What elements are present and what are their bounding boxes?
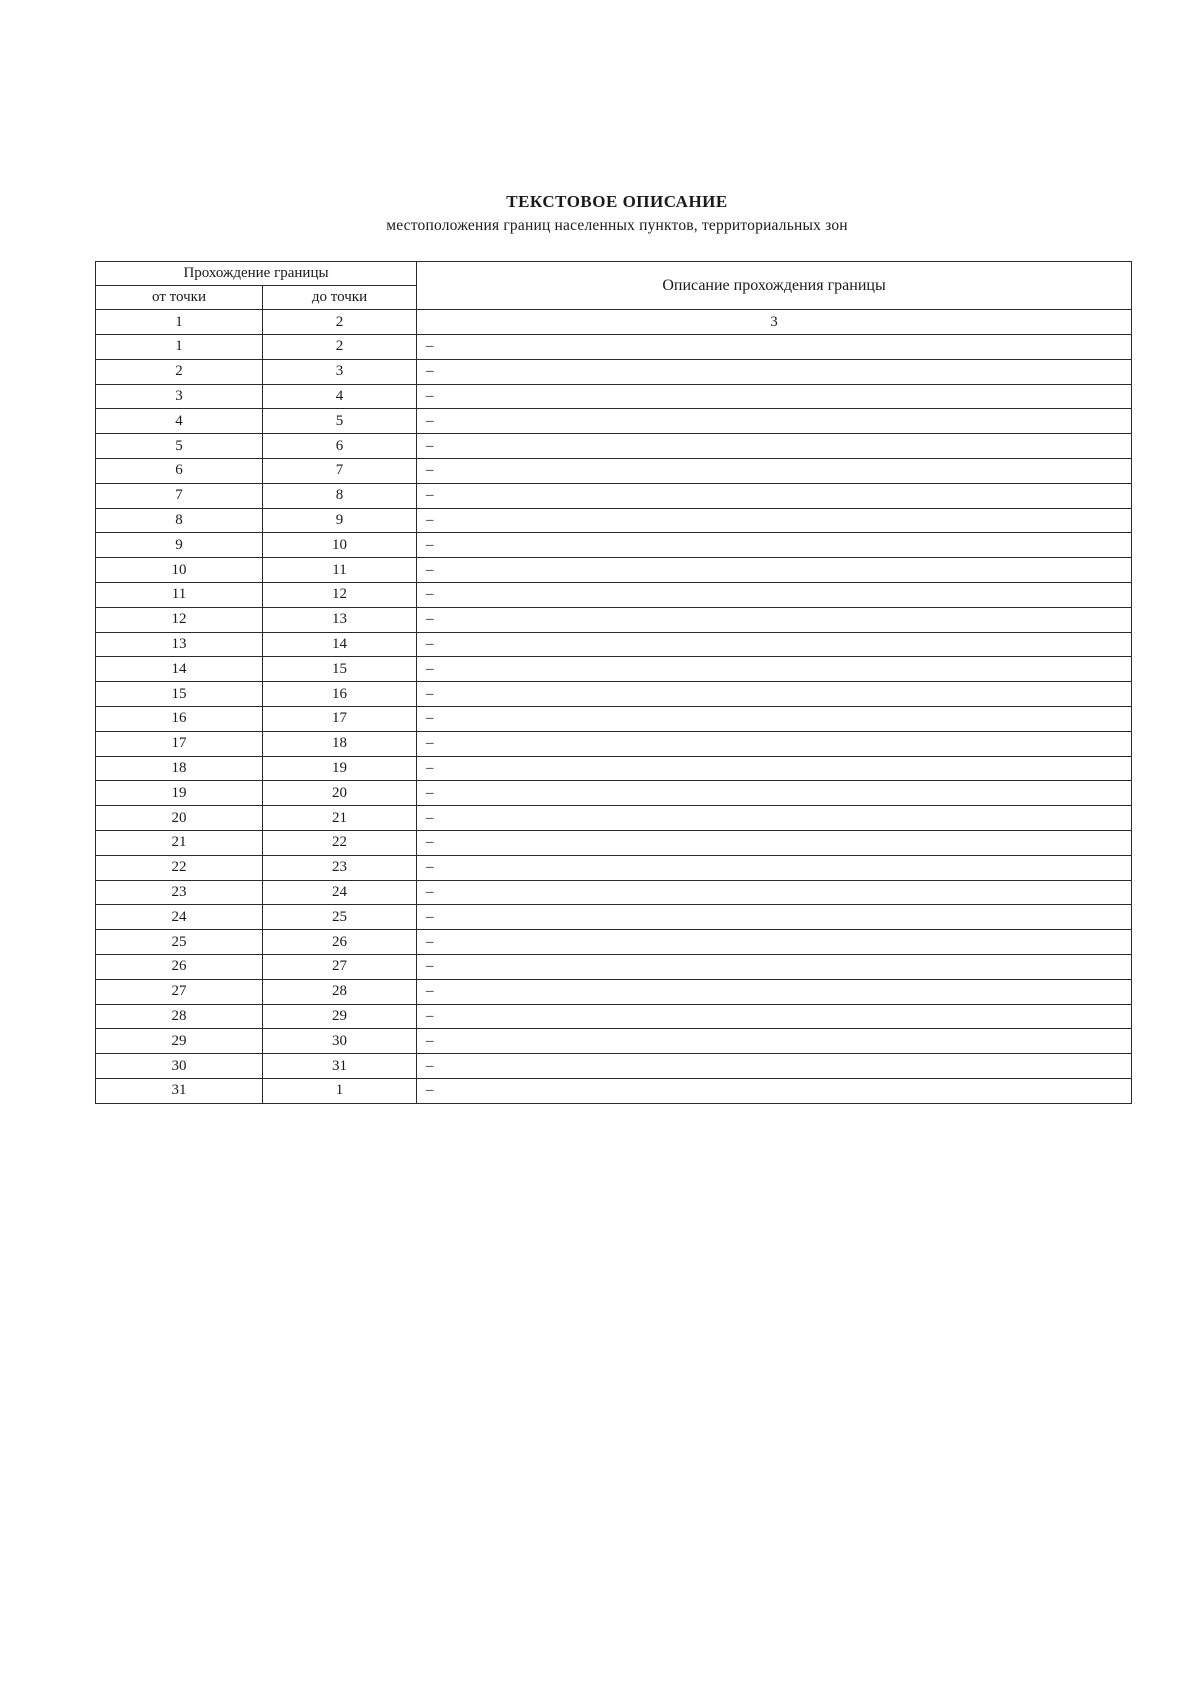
table-row bbox=[96, 508, 1132, 533]
cell-to-point: 5 bbox=[263, 409, 417, 434]
cell-from-point: 1 bbox=[96, 335, 263, 360]
table-row bbox=[96, 409, 1132, 434]
cell-description: – bbox=[417, 979, 1132, 1004]
header-description: Описание прохождения границы bbox=[417, 262, 1132, 310]
cell-to-point: 25 bbox=[263, 905, 417, 930]
cell-description: – bbox=[417, 409, 1132, 434]
table-row bbox=[96, 359, 1132, 384]
table-row bbox=[96, 1029, 1132, 1054]
cell-from-point: 17 bbox=[96, 731, 263, 756]
table-row bbox=[96, 1004, 1132, 1029]
cell-from-point: 10 bbox=[96, 558, 263, 583]
cell-from-point: 20 bbox=[96, 806, 263, 831]
cell-description: – bbox=[417, 458, 1132, 483]
cell-to-point: 22 bbox=[263, 830, 417, 855]
cell-to-point: 21 bbox=[263, 806, 417, 831]
cell-from-point: 3 bbox=[96, 384, 263, 409]
header-to-point: до точки bbox=[263, 286, 417, 310]
table-row bbox=[96, 756, 1132, 781]
cell-to-point: 14 bbox=[263, 632, 417, 657]
cell-from-point: 29 bbox=[96, 1029, 263, 1054]
cell-to-point: 3 bbox=[263, 359, 417, 384]
table-row bbox=[96, 657, 1132, 682]
cell-from-point: 22 bbox=[96, 855, 263, 880]
table-row bbox=[96, 806, 1132, 831]
cell-from-point: 19 bbox=[96, 781, 263, 806]
table-row bbox=[96, 830, 1132, 855]
cell-to-point: 17 bbox=[263, 706, 417, 731]
boundary-table bbox=[95, 261, 1132, 1104]
cell-to-point: 8 bbox=[263, 483, 417, 508]
cell-from-point: 9 bbox=[96, 533, 263, 558]
cell-description: – bbox=[417, 930, 1132, 955]
cell-description: – bbox=[417, 533, 1132, 558]
document-subtitle: местоположения границ населенных пунктов, территориальных зон bbox=[386, 217, 848, 234]
cell-to-point: 4 bbox=[263, 384, 417, 409]
cell-description: – bbox=[417, 1029, 1132, 1054]
table-row bbox=[96, 582, 1132, 607]
cell-to-point: 28 bbox=[263, 979, 417, 1004]
cell-from-point: 23 bbox=[96, 880, 263, 905]
cell-description: – bbox=[417, 756, 1132, 781]
cell-to-point: 12 bbox=[263, 582, 417, 607]
cell-description: – bbox=[417, 731, 1132, 756]
cell-from-point: 25 bbox=[96, 930, 263, 955]
cell-to-point: 2 bbox=[263, 335, 417, 360]
cell-from-point: 11 bbox=[96, 582, 263, 607]
cell-description: – bbox=[417, 607, 1132, 632]
cell-description: – bbox=[417, 806, 1132, 831]
table-row bbox=[96, 607, 1132, 632]
table-row bbox=[96, 781, 1132, 806]
table-row bbox=[96, 483, 1132, 508]
table-row bbox=[96, 880, 1132, 905]
cell-to-point: 31 bbox=[263, 1054, 417, 1079]
table-row bbox=[96, 731, 1132, 756]
document-title: ТЕКСТОВОЕ ОПИСАНИЕ bbox=[506, 192, 728, 211]
cell-description: – bbox=[417, 632, 1132, 657]
cell-description: – bbox=[417, 1054, 1132, 1079]
cell-to-point: 16 bbox=[263, 682, 417, 707]
cell-description: – bbox=[417, 558, 1132, 583]
cell-description: – bbox=[417, 359, 1132, 384]
cell-to-point: 20 bbox=[263, 781, 417, 806]
cell-from-point: 16 bbox=[96, 706, 263, 731]
cell-to-point: 9 bbox=[263, 508, 417, 533]
table-row bbox=[96, 1078, 1132, 1103]
table-row bbox=[96, 335, 1132, 360]
cell-from-point: 31 bbox=[96, 1078, 263, 1103]
cell-description: – bbox=[417, 1078, 1132, 1103]
cell-from-point: 27 bbox=[96, 979, 263, 1004]
cell-to-point: 10 bbox=[263, 533, 417, 558]
table-row bbox=[96, 632, 1132, 657]
cell-description: – bbox=[417, 582, 1132, 607]
cell-from-point: 5 bbox=[96, 434, 263, 459]
cell-to-point: 30 bbox=[263, 1029, 417, 1054]
column-number: 3 bbox=[417, 310, 1132, 335]
cell-to-point: 19 bbox=[263, 756, 417, 781]
table-row bbox=[96, 706, 1132, 731]
table-header bbox=[96, 262, 1132, 335]
cell-description: – bbox=[417, 384, 1132, 409]
table-row bbox=[96, 855, 1132, 880]
cell-to-point: 15 bbox=[263, 657, 417, 682]
cell-from-point: 8 bbox=[96, 508, 263, 533]
header-from-point: от точки bbox=[96, 286, 263, 310]
cell-description: – bbox=[417, 880, 1132, 905]
cell-description: – bbox=[417, 657, 1132, 682]
cell-description: – bbox=[417, 706, 1132, 731]
table-row bbox=[96, 558, 1132, 583]
cell-to-point: 23 bbox=[263, 855, 417, 880]
cell-description: – bbox=[417, 905, 1132, 930]
column-number: 1 bbox=[96, 310, 263, 335]
table-row bbox=[96, 979, 1132, 1004]
cell-from-point: 24 bbox=[96, 905, 263, 930]
cell-from-point: 12 bbox=[96, 607, 263, 632]
table-row bbox=[96, 905, 1132, 930]
table-row bbox=[96, 384, 1132, 409]
cell-description: – bbox=[417, 830, 1132, 855]
table-row bbox=[96, 1054, 1132, 1079]
table-row bbox=[96, 682, 1132, 707]
cell-from-point: 7 bbox=[96, 483, 263, 508]
cell-from-point: 13 bbox=[96, 632, 263, 657]
cell-from-point: 4 bbox=[96, 409, 263, 434]
cell-to-point: 18 bbox=[263, 731, 417, 756]
cell-from-point: 15 bbox=[96, 682, 263, 707]
cell-to-point: 11 bbox=[263, 558, 417, 583]
cell-to-point: 24 bbox=[263, 880, 417, 905]
cell-to-point: 13 bbox=[263, 607, 417, 632]
cell-to-point: 29 bbox=[263, 1004, 417, 1029]
cell-from-point: 30 bbox=[96, 1054, 263, 1079]
cell-from-point: 6 bbox=[96, 458, 263, 483]
header-boundary-passage: Прохождение границы bbox=[96, 262, 417, 286]
cell-from-point: 28 bbox=[96, 1004, 263, 1029]
cell-description: – bbox=[417, 954, 1132, 979]
cell-from-point: 21 bbox=[96, 830, 263, 855]
cell-description: – bbox=[417, 781, 1132, 806]
cell-description: – bbox=[417, 855, 1132, 880]
table-row bbox=[96, 930, 1132, 955]
table-row bbox=[96, 954, 1132, 979]
table-row bbox=[96, 458, 1132, 483]
column-number: 2 bbox=[263, 310, 417, 335]
table-body bbox=[96, 335, 1132, 1104]
cell-description: – bbox=[417, 483, 1132, 508]
cell-description: – bbox=[417, 434, 1132, 459]
table-row bbox=[96, 533, 1132, 558]
cell-from-point: 14 bbox=[96, 657, 263, 682]
cell-to-point: 1 bbox=[263, 1078, 417, 1103]
table-row bbox=[96, 434, 1132, 459]
cell-to-point: 27 bbox=[263, 954, 417, 979]
cell-description: – bbox=[417, 1004, 1132, 1029]
cell-to-point: 7 bbox=[263, 458, 417, 483]
cell-description: – bbox=[417, 335, 1132, 360]
cell-to-point: 26 bbox=[263, 930, 417, 955]
cell-from-point: 26 bbox=[96, 954, 263, 979]
cell-description: – bbox=[417, 508, 1132, 533]
cell-to-point: 6 bbox=[263, 434, 417, 459]
cell-from-point: 2 bbox=[96, 359, 263, 384]
cell-description: – bbox=[417, 682, 1132, 707]
cell-from-point: 18 bbox=[96, 756, 263, 781]
